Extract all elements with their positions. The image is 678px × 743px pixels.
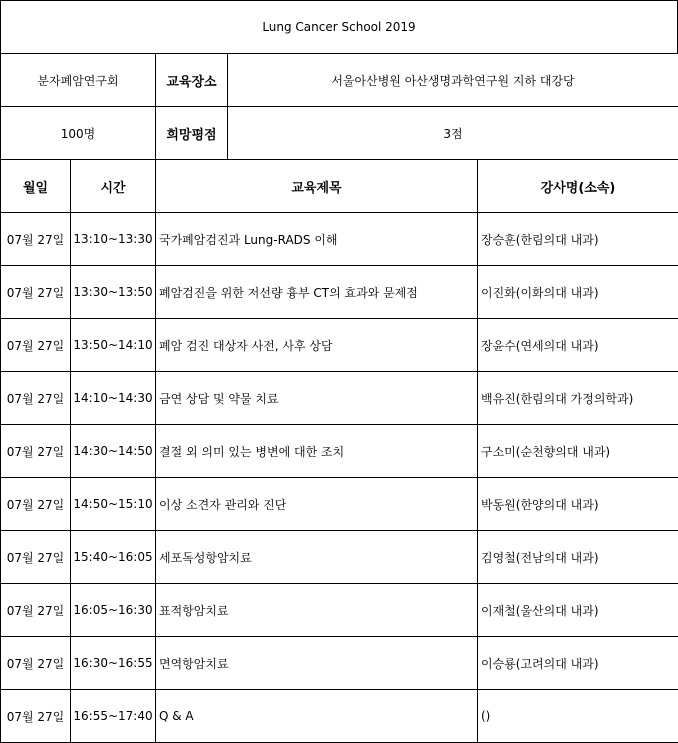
table-row — [1, 425, 678, 478]
topic-cell: 세포독성항암치료 — [156, 531, 478, 584]
header-topic: 교육제목 — [156, 160, 478, 213]
time-cell: 13:30~13:50 — [71, 266, 156, 319]
speaker-cell: () — [478, 690, 678, 743]
info-table — [0, 53, 678, 160]
speaker-cell: 백유진(한림의대 가정의학과) — [478, 372, 678, 425]
table-row — [1, 319, 678, 372]
date-cell: 07월 27일 — [1, 319, 71, 372]
topic-cell: 이상 소견자 관리와 진단 — [156, 478, 478, 531]
date-cell: 07월 27일 — [1, 266, 71, 319]
time-cell: 16:05~16:30 — [71, 584, 156, 637]
date-cell: 07월 27일 — [1, 584, 71, 637]
time-cell: 14:10~14:30 — [71, 372, 156, 425]
title-table — [0, 0, 678, 54]
venue-value: 서울아산병원 아산생명과학연구원 지하 대강당 — [228, 54, 678, 107]
header-speaker: 강사명(소속) — [478, 160, 678, 213]
venue-label: 교육장소 — [156, 54, 228, 107]
date-cell: 07월 27일 — [1, 425, 71, 478]
document-title: Lung Cancer School 2019 — [1, 1, 678, 54]
organizer-cell: 분자폐암연구회 — [1, 54, 156, 107]
date-cell: 07월 27일 — [1, 213, 71, 266]
speaker-cell: 김영철(전남의대 내과) — [478, 531, 678, 584]
speaker-cell: 박동원(한양의대 내과) — [478, 478, 678, 531]
topic-cell: 결절 외 의미 있는 병변에 대한 조치 — [156, 425, 478, 478]
schedule-body — [1, 213, 678, 743]
table-row — [1, 637, 678, 690]
header-date: 월일 — [1, 160, 71, 213]
date-cell: 07월 27일 — [1, 478, 71, 531]
schedule-table — [0, 159, 678, 743]
topic-cell: 표적항암치료 — [156, 584, 478, 637]
time-cell: 16:30~16:55 — [71, 637, 156, 690]
speaker-cell: 이승룡(고려의대 내과) — [478, 637, 678, 690]
table-row — [1, 531, 678, 584]
speaker-cell: 이진화(이화의대 내과) — [478, 266, 678, 319]
date-cell: 07월 27일 — [1, 372, 71, 425]
table-row — [1, 478, 678, 531]
table-row — [1, 372, 678, 425]
capacity-cell: 100명 — [1, 107, 156, 160]
time-cell: 15:40~16:05 — [71, 531, 156, 584]
table-row — [1, 213, 678, 266]
time-cell: 14:30~14:50 — [71, 425, 156, 478]
table-row — [1, 690, 678, 743]
date-cell: 07월 27일 — [1, 690, 71, 743]
date-cell: 07월 27일 — [1, 531, 71, 584]
table-row — [1, 266, 678, 319]
credits-label: 희망평점 — [156, 107, 228, 160]
topic-cell: Q & A — [156, 690, 478, 743]
speaker-cell: 이재철(울산의대 내과) — [478, 584, 678, 637]
table-header-row — [1, 160, 678, 213]
topic-cell: 면역항암치료 — [156, 637, 478, 690]
time-cell: 13:10~13:30 — [71, 213, 156, 266]
topic-cell: 국가폐암검진과 Lung-RADS 이해 — [156, 213, 478, 266]
credits-value: 3점 — [228, 107, 678, 160]
speaker-cell: 구소미(순천향의대 내과) — [478, 425, 678, 478]
topic-cell: 금연 상담 및 약물 치료 — [156, 372, 478, 425]
topic-cell: 폐암검진을 위한 저선량 흉부 CT의 효과와 문제점 — [156, 266, 478, 319]
speaker-cell: 장윤수(연세의대 내과) — [478, 319, 678, 372]
topic-cell: 폐암 검진 대상자 사전, 사후 상담 — [156, 319, 478, 372]
header-time: 시간 — [71, 160, 156, 213]
time-cell: 13:50~14:10 — [71, 319, 156, 372]
speaker-cell: 장승훈(한림의대 내과) — [478, 213, 678, 266]
table-row — [1, 584, 678, 637]
date-cell: 07월 27일 — [1, 637, 71, 690]
time-cell: 16:55~17:40 — [71, 690, 156, 743]
time-cell: 14:50~15:10 — [71, 478, 156, 531]
